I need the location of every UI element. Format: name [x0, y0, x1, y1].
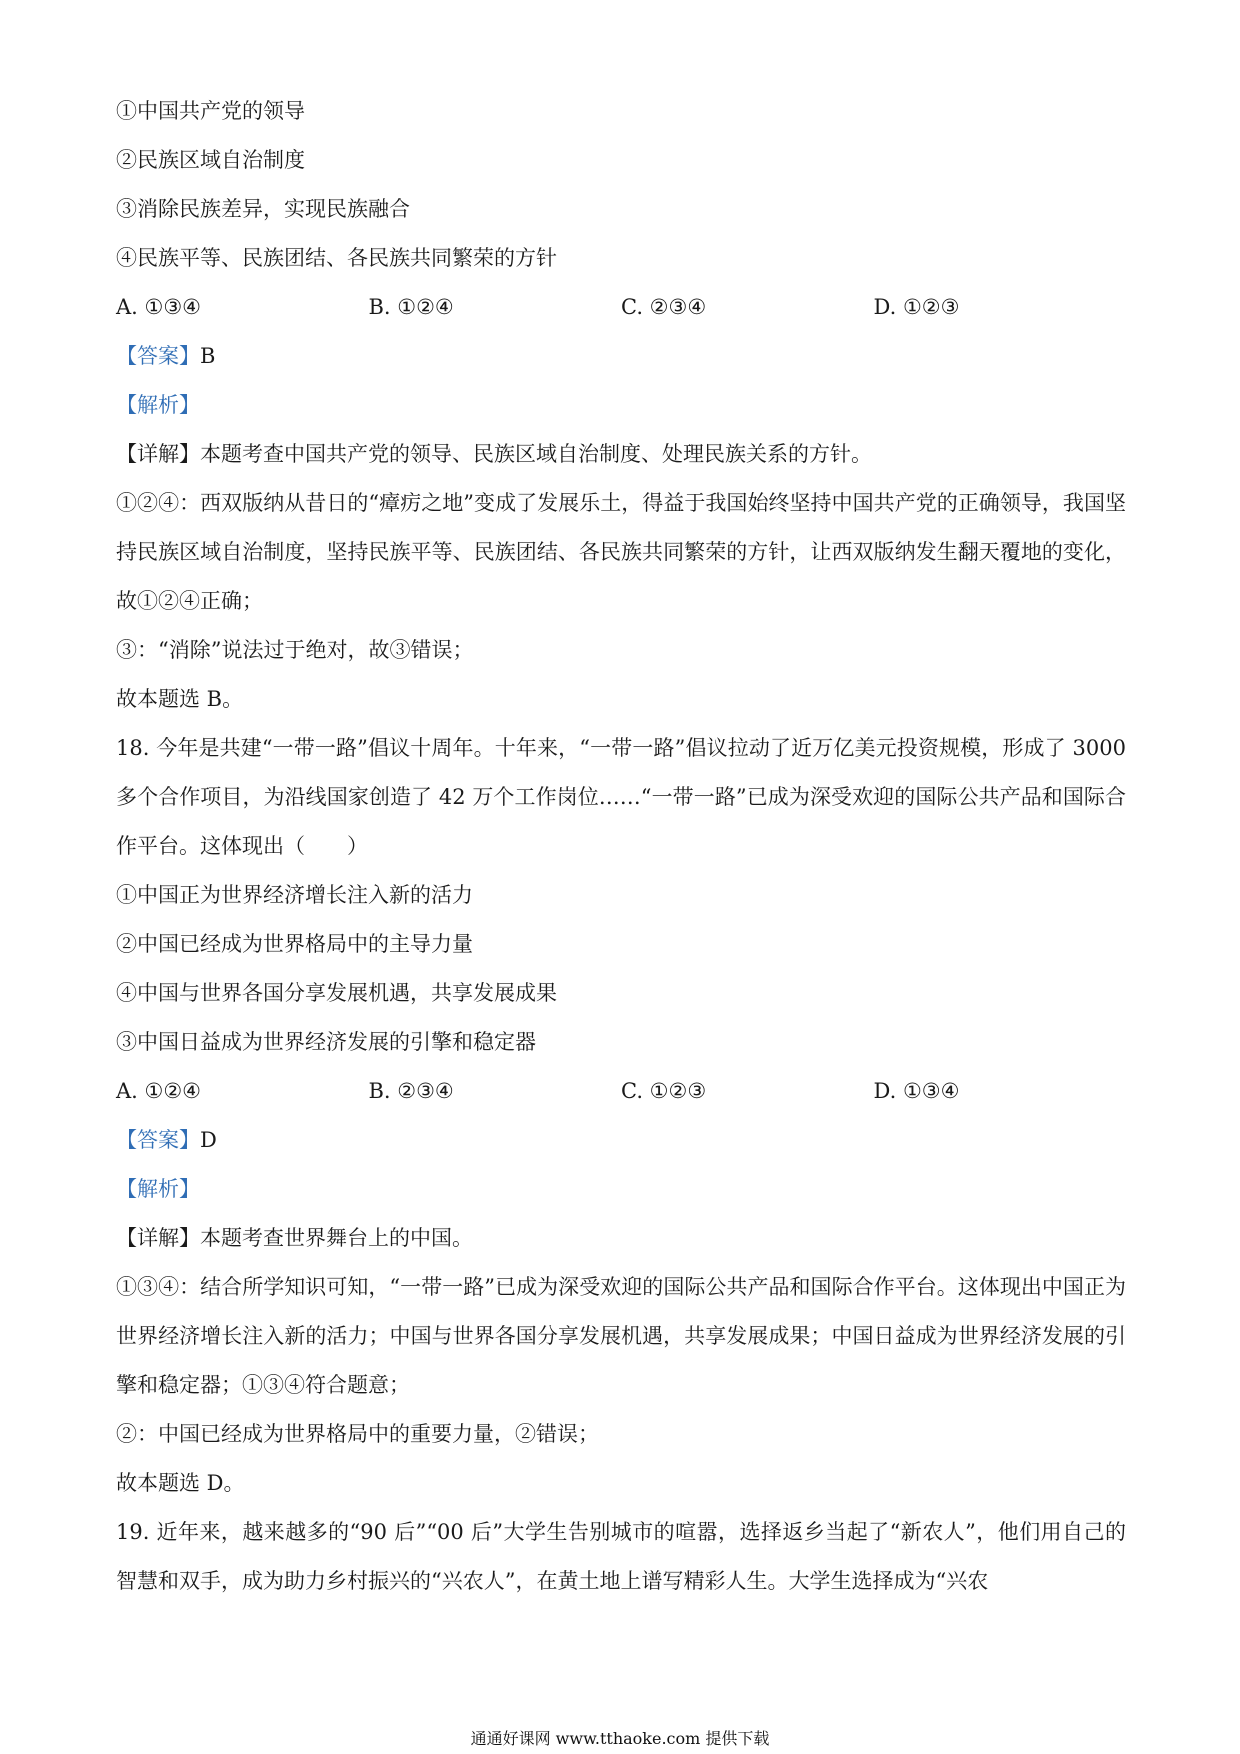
q18-stem: 18. 今年是共建“一带一路”倡议十周年。十年来，“一带一路”倡议拉动了近万亿美元投资规模，形成了 3000 多个合作项目，为沿线国家创造了 42 万个工作岗位……“一带一路”已成为深受欢迎的国际公共产品和国际合作平台。这体现出（ ）: [116, 736, 1126, 858]
q17-answer: [116, 343, 1126, 392]
q17-option-d: D. ①②③: [873, 295, 960, 319]
q17-item-4: ④民族平等、民族团结、各民族共同繁荣的方针: [116, 246, 557, 270]
analysis-tag: 【解析】: [116, 1177, 200, 1201]
q17-explain-1: ①②④：西双版纳从昔日的“瘴疠之地”变成了发展乐土，得益于我国始终坚持中国共产党的正确领导，我国坚持民族区域自治制度，坚持民族平等、民族团结、各民族共同繁荣的方针，让西双版纳发生翻天覆地的变化，故①②④正确；: [116, 491, 1126, 613]
q17-explain-2: ③：“消除”说法过于绝对，故③错误；: [116, 638, 474, 662]
q18-item-1: ①中国正为世界经济增长注入新的活力: [116, 883, 473, 907]
q17-option-c: C. ②③④: [621, 295, 707, 319]
q17-option-b: B. ①②④: [368, 295, 454, 319]
q18-option-d: D. ①③④: [873, 1079, 960, 1103]
answer-value: D: [200, 1128, 217, 1152]
q18-item-3: ④中国与世界各国分享发展机遇，共享发展成果: [116, 981, 557, 1005]
detail-text: 本题考查中国共产党的领导、民族区域自治制度、处理民族关系的方针。: [200, 442, 872, 466]
q18-item-2: ②中国已经成为世界格局中的主导力量: [116, 932, 473, 956]
detail-tag: 【详解】: [116, 1226, 200, 1250]
q18-option-c: C. ①②③: [621, 1079, 707, 1103]
q17-conclusion: 故本题选 B。: [116, 687, 244, 711]
q19-stem: 19. 近年来，越来越多的“90 后”“00 后”大学生告别城市的喧嚣，选择返乡当起了“新农人”，他们用自己的智慧和双手，成为助力乡村振兴的“兴农人”，在黄土地上谱写精彩人生。大学生选择成为“兴农: [116, 1520, 1126, 1593]
detail-tag: 【详解】: [116, 442, 200, 466]
q18-analysis: [116, 1176, 1126, 1225]
q18-item-4: ③中国日益成为世界经济发展的引擎和稳定器: [116, 1030, 536, 1054]
q18-explain-2: ②：中国已经成为世界格局中的重要力量，②错误；: [116, 1422, 599, 1446]
q18-option-b: B. ②③④: [368, 1079, 454, 1103]
q18-explain-1: ①③④：结合所学知识可知，“一带一路”已成为深受欢迎的国际公共产品和国际合作平台。这体现出中国正为世界经济增长注入新的活力；中国与世界各国分享发展机遇，共享发展成果；中国日益成为世界经济发展的引擎和稳定器；①③④符合题意；: [116, 1275, 1126, 1397]
answer-tag: 【答案】: [116, 344, 200, 368]
q18-options: [116, 1078, 1126, 1127]
analysis-tag: 【解析】: [116, 393, 200, 417]
q17-item-2: ②民族区域自治制度: [116, 148, 305, 172]
q17-options: [116, 294, 1126, 343]
answer-value: B: [200, 344, 216, 368]
q17-option-a: A. ①③④: [116, 295, 201, 319]
answer-tag: 【答案】: [116, 1128, 200, 1152]
q18-option-a: A. ①②④: [116, 1079, 201, 1103]
q17-item-1: ①中国共产党的领导: [116, 99, 305, 123]
q17-item-3: ③消除民族差异，实现民族融合: [116, 197, 410, 221]
detail-text: 本题考查世界舞台上的中国。: [200, 1226, 473, 1250]
document-page: [116, 98, 1126, 1617]
q18-answer: [116, 1127, 1126, 1176]
page-footer: 通通好课网 www.tthaoke.com 提供下载: [470, 1729, 770, 1748]
q17-analysis: [116, 392, 1126, 441]
q18-conclusion: 故本题选 D。: [116, 1471, 245, 1495]
